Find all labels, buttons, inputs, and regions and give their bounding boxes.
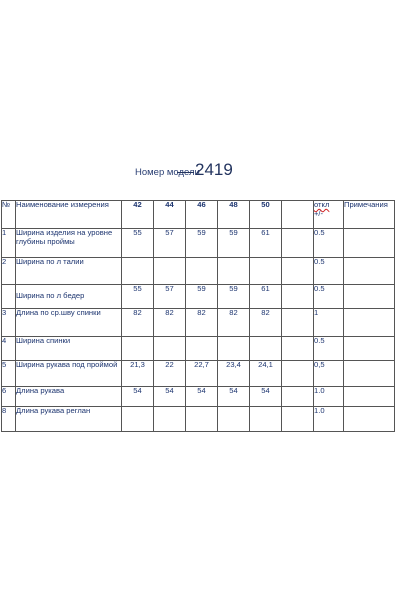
table-row [2, 258, 395, 285]
row-value-46 [186, 258, 218, 285]
table-row [2, 229, 395, 258]
row-empty-cell [282, 258, 314, 285]
row-measurement-name: Длина по ср.шву спинки [16, 309, 122, 337]
table-row [2, 407, 395, 432]
row-empty-cell [282, 337, 314, 361]
row-measurement-name: Ширина по л бедер [16, 285, 122, 309]
row-value-42: 54 [122, 387, 154, 407]
row-value-48: 59 [218, 285, 250, 309]
row-value-50: 54 [250, 387, 282, 407]
row-empty-cell [282, 285, 314, 309]
row-measurement-name: Длина рукава [16, 387, 122, 407]
row-measurement-name: Ширина рукава под проймой [16, 361, 122, 387]
row-measurement-name: Ширина спинки [16, 337, 122, 361]
row-value-50: 24,1 [250, 361, 282, 387]
table-row [2, 361, 395, 387]
row-value-50: 61 [250, 285, 282, 309]
row-value-48: 59 [218, 229, 250, 258]
row-empty-cell [282, 229, 314, 258]
row-value-48 [218, 337, 250, 361]
row-empty-cell [282, 407, 314, 432]
row-value-44: 54 [154, 387, 186, 407]
row-value-44: 57 [154, 229, 186, 258]
row-no: 8 [2, 407, 16, 432]
row-value-42: 82 [122, 309, 154, 337]
row-value-44: 82 [154, 309, 186, 337]
header-notes: Примечания [344, 201, 395, 229]
row-tolerance: 0.5 [314, 337, 344, 361]
row-empty-cell [282, 387, 314, 407]
row-tolerance: 1.0 [314, 407, 344, 432]
row-tolerance: 0.5 [314, 258, 344, 285]
row-empty-cell [282, 309, 314, 337]
table-row [2, 337, 395, 361]
row-measurement-name: Ширина изделия на уровне глубины проймы [16, 229, 122, 258]
row-note [344, 387, 395, 407]
row-value-46 [186, 407, 218, 432]
row-tolerance: 0.5 [314, 229, 344, 258]
row-value-42: 55 [122, 229, 154, 258]
model-number-value [177, 160, 233, 180]
row-value-44 [154, 337, 186, 361]
row-note [344, 229, 395, 258]
row-value-50 [250, 407, 282, 432]
row-no: 4 [2, 337, 16, 361]
row-value-42 [122, 407, 154, 432]
row-value-42: 21,3 [122, 361, 154, 387]
row-no: 5 [2, 361, 16, 387]
model-number-line [135, 160, 285, 184]
row-value-46: 82 [186, 309, 218, 337]
header-tolerance [314, 201, 344, 229]
row-value-42 [122, 258, 154, 285]
header-no: № [2, 201, 16, 229]
row-no: 2 [2, 258, 16, 285]
header-tolerance-line2: +/- [314, 208, 324, 218]
row-note [344, 258, 395, 285]
header-size-48: 48 [218, 201, 250, 229]
header-size-46: 46 [186, 201, 218, 229]
row-value-48 [218, 407, 250, 432]
row-no: 3 [2, 309, 16, 337]
row-value-46: 54 [186, 387, 218, 407]
model-number-blank [177, 172, 194, 173]
row-note [344, 337, 395, 361]
row-tolerance: 1.0 [314, 387, 344, 407]
row-note [344, 407, 395, 432]
row-value-46: 59 [186, 285, 218, 309]
row-value-50 [250, 258, 282, 285]
header-size-44: 44 [154, 201, 186, 229]
row-tolerance: 1 [314, 309, 344, 337]
row-value-44: 57 [154, 285, 186, 309]
row-note [344, 285, 395, 309]
row-no: 6 [2, 387, 16, 407]
measurements-table [1, 200, 395, 432]
row-value-46: 59 [186, 229, 218, 258]
row-value-44 [154, 407, 186, 432]
row-no [2, 285, 16, 309]
row-measurement-name: Длина рукава реглан [16, 407, 122, 432]
table-row [2, 285, 395, 309]
row-note [344, 309, 395, 337]
row-no: 1 [2, 229, 16, 258]
row-tolerance: 0.5 [314, 285, 344, 309]
row-measurement-name: Ширина по л талии [16, 258, 122, 285]
row-value-46: 22,7 [186, 361, 218, 387]
header-measurement-name: Наименование измерения [16, 201, 122, 229]
row-value-50: 82 [250, 309, 282, 337]
row-value-46 [186, 337, 218, 361]
header-tolerance-line1: откл [314, 200, 330, 209]
header-empty-cell [282, 201, 314, 229]
table-row [2, 309, 395, 337]
row-empty-cell [282, 361, 314, 387]
row-tolerance: 0,5 [314, 361, 344, 387]
row-value-48 [218, 258, 250, 285]
row-value-44: 22 [154, 361, 186, 387]
model-number-label: Номер модели [135, 167, 200, 178]
header-size-42: 42 [122, 201, 154, 229]
row-value-48: 82 [218, 309, 250, 337]
row-value-42: 55 [122, 285, 154, 309]
row-value-50: 61 [250, 229, 282, 258]
header-size-50: 50 [250, 201, 282, 229]
table-row [2, 387, 395, 407]
row-value-50 [250, 337, 282, 361]
row-value-42 [122, 337, 154, 361]
row-note [344, 361, 395, 387]
model-number-text: 2419 [195, 160, 233, 179]
row-value-48: 54 [218, 387, 250, 407]
row-value-48: 23,4 [218, 361, 250, 387]
row-value-44 [154, 258, 186, 285]
table-header-row [2, 201, 395, 229]
